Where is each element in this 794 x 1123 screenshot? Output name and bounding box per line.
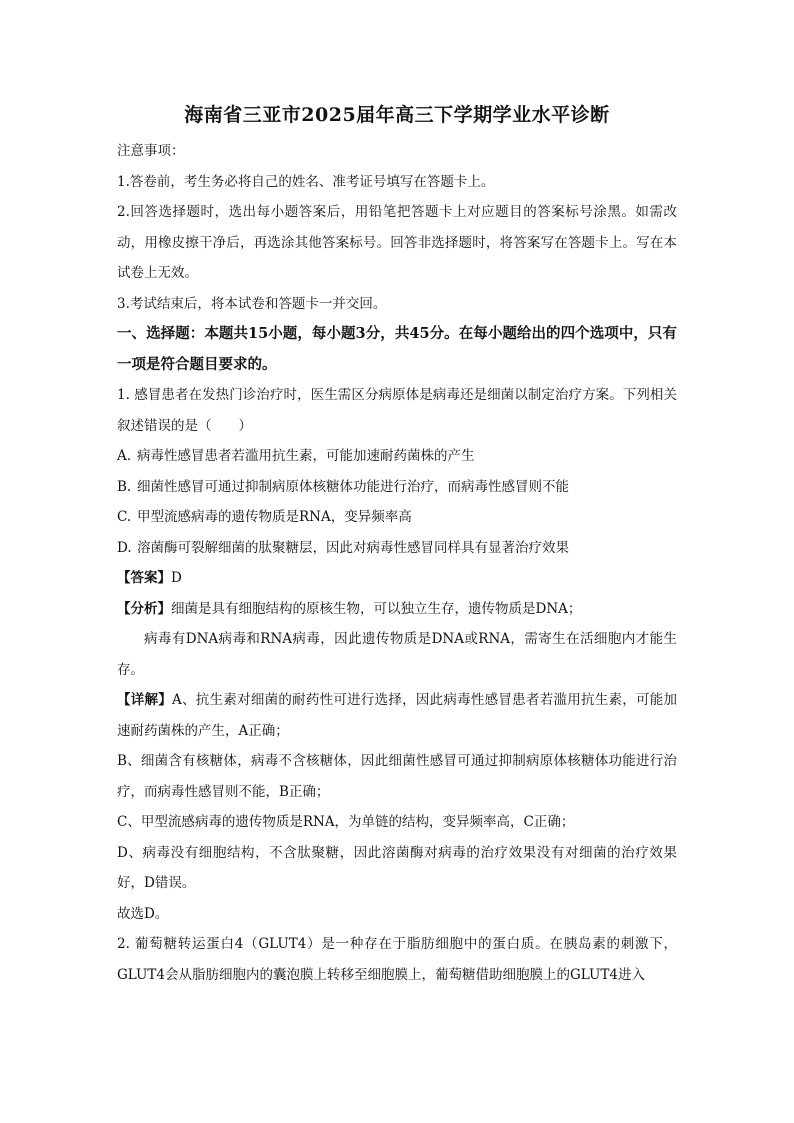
detail-c: C、甲型流感病毒的遗传物质是RNA，为单链的结构，变异频率高，C正确； — [117, 814, 575, 830]
option-letter: D. — [117, 539, 132, 556]
option-letter: B. — [117, 478, 132, 495]
option-letter: A. — [117, 448, 132, 464]
option-text: 细菌性感冒可通过抑制病原体核糖体功能进行治疗，而病毒性感冒则不能 — [137, 478, 569, 495]
option-text: 病毒性感冒患者若滥用抗生素，可能加速耐药菌株的产生 — [137, 448, 475, 464]
detail-a — [117, 685, 677, 746]
question-1-option-d — [117, 533, 677, 564]
detail-b: B、细菌含有核糖体，病毒不含核糖体，因此细菌性感冒可通过抑制病原体核糖体功能进行治疗，而病毒性感冒则不能，B正确； — [117, 753, 677, 800]
document-page — [117, 100, 677, 990]
option-text: 甲型流感病毒的遗传物质是RNA，变异频率高 — [137, 509, 412, 525]
conclusion: 故选D。 — [117, 905, 169, 922]
document-title: 海南省三亚市2025届年高三下学期学业水平诊断 — [184, 104, 610, 126]
option-letter: C. — [117, 509, 132, 525]
question-1-option-a — [117, 441, 677, 472]
notice-item-3: 3.考试结束后，将本试卷和答题卡一并交回。 — [117, 295, 387, 312]
analysis-text-2: 病毒有DNA病毒和RNA病毒，因此遗传物质是DNA或RNA，需寄生在活细胞内才能生存。 — [117, 631, 677, 678]
question-1-option-b — [117, 472, 677, 503]
question-2-stem: 2. 葡萄糖转运蛋白4（GLUT4）是一种存在于脂肪细胞中的蛋白质。在胰岛素的刺激下，GLUT4会从脂肪细胞内的囊泡膜上转移至细胞膜上，葡萄糖借助细胞膜上的GLUT4进入 — [117, 936, 677, 983]
detail-d: D、病毒没有细胞结构，不含肽聚糖，因此溶菌酶对病毒的治疗效果没有对细菌的治疗效果好，D错误。 — [117, 844, 677, 891]
answer-tag: 【答案】 — [117, 570, 171, 586]
analysis-line-1 — [117, 594, 677, 625]
notice-item-2: 2.回答选择题时，选出每小题答案后，用铅笔把答题卡上对应题目的答案标号涂黑。如需改动，用橡皮擦干净后，再选涂其他答案标号。回答非选择题时，将答案写在答题卡上。写在本试卷上无效。 — [117, 204, 677, 281]
analysis-tag: 【分析】 — [117, 600, 171, 617]
section-heading: 一、选择题：本题共15小题，每小题3分，共45分。在每小题给出的四个选项中，只有一项是符合题目要求的。 — [117, 325, 677, 373]
question-1-stem: 1. 感冒患者在发热门诊治疗时，医生需区分病原体是病毒还是细菌以制定治疗方案。下列相关叙述错误的是（ ） — [117, 387, 677, 434]
detail-tag: 【详解】 — [117, 692, 173, 708]
notice-heading: 注意事项： — [117, 143, 185, 159]
answer-value: D — [171, 570, 182, 586]
question-1-option-c — [117, 502, 677, 533]
notice-item-1: 1.答卷前，考生务必将自己的姓名、准考证号填写在答题卡上。 — [117, 173, 495, 190]
answer-line — [117, 563, 677, 594]
option-text: 溶菌酶可裂解细菌的肽聚糖层，因此对病毒性感冒同样具有显著治疗效果 — [137, 539, 569, 556]
analysis-text-1: 细菌是具有细胞结构的原核生物，可以独立生存，遗传物质是DNA； — [171, 600, 582, 617]
detail-a-text: A、抗生素对细菌的耐药性可进行选择，因此病毒性感冒患者若滥用抗生素，可能加速耐药菌株的产生，A正确； — [117, 692, 678, 739]
